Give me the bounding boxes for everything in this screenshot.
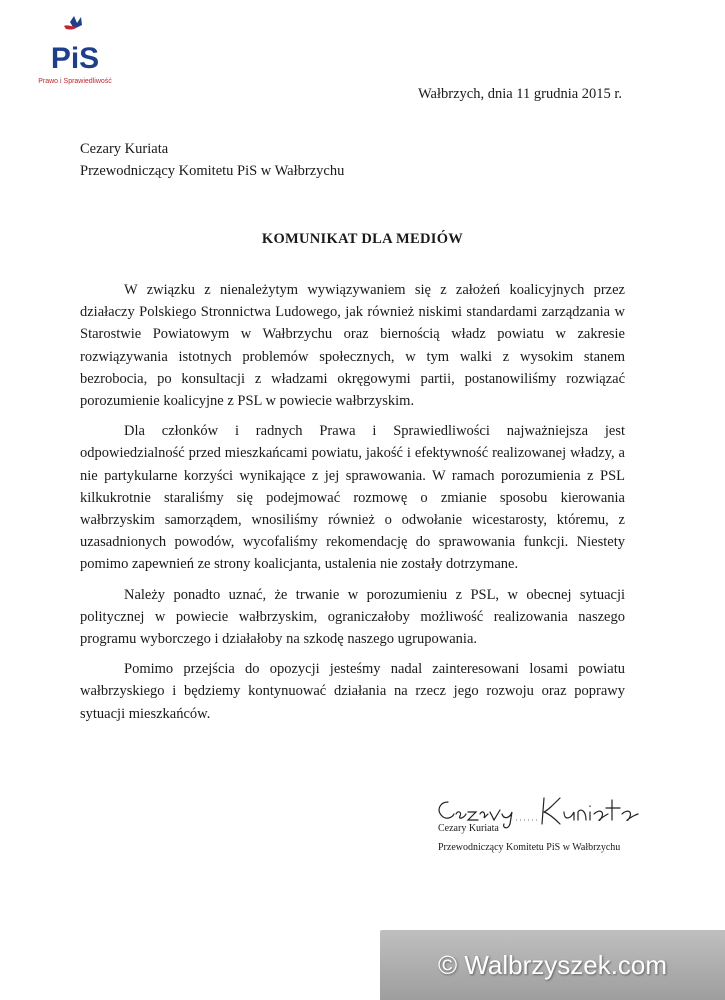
signer-name: Cezary Kuriata	[438, 823, 499, 834]
svg-text:PiS: PiS	[50, 42, 100, 75]
paragraph: Należy ponadto uznać, że trwanie w porozumieniu z PSL, w obecnej sytuacji politycznej w powiecie wałbrzyskim, ograniczałoby możliwość realizowania naszego programu wyborczego i działałoby na szkodę naszego ugrupowania.	[80, 586, 625, 648]
logo-subtitle: Prawo i Sprawiedliwość	[38, 78, 112, 85]
paragraph: Dla członków i radnych Prawa i Sprawiedliwości najważniejsza jest odpowiedzialność przed mieszkańcami powiatu, jakość i efektywność realizowanej władzy, a nie partykularne korzyści wynikające z jej sprawowania. W ramach porozumienia z PSL kilkukrotnie staraliśmy się podejmować rozmowę o zmianie sposobu kierowania wałbrzyskim samorządem, wnosiliśmy również o odwołanie wicestarosty, któremu, z uzasadnionych powodów, wycofaliśmy rekomendację do sprawowania funkcji. Niestety pomimo zapewnień ze strony koalicjanta, ustalenia nie zostały dotrzymane.	[80, 423, 625, 573]
pis-logo	[30, 16, 120, 92]
recipient-name: Cezary Kuriata	[80, 141, 169, 157]
watermark-text: © Walbrzyszek.com	[437, 950, 668, 980]
watermark	[380, 930, 725, 1000]
letter-body	[80, 279, 625, 733]
paragraph: W związku z nienależytym wywiązywaniem się z założeń koalicyjnych przez działaczy Polskiego Stronnictwa Ludowego, jak również niskimi standardami zarządzania w Starostwie Powiatowym w Wałbrzychu oraz biernością władz powiatu w zakresie rozwiązywania istotnych problemów społecznych, w tym walki z wysokim stanem bezrobocia, po konsultacji z władzami okręgowymi partii, postanowiliśmy rozwiązać porozumienie koalicyjne z PSL w powiecie wałbrzyskim.	[80, 282, 625, 410]
document-title: KOMUNIKAT DLA MEDIÓW	[261, 231, 464, 247]
eagle-crown-icon	[30, 16, 120, 78]
recipient-role: Przewodniczący Komitetu PiS w Wałbrzychu	[80, 163, 345, 179]
place-date: Wałbrzych, dnia 11 grudnia 2015 r.	[418, 86, 623, 102]
signer-role: Przewodniczący Komitetu PiS w Wałbrzychu	[438, 842, 621, 853]
recipient-block	[80, 138, 344, 182]
paragraph: Pomimo przejścia do opozycji jesteśmy nadal zainteresowani losami powiatu wałbrzyskiego i będziemy kontynuować działania na rzecz jego rozwoju oraz poprawy sytuacji mieszkańców.	[80, 661, 625, 722]
